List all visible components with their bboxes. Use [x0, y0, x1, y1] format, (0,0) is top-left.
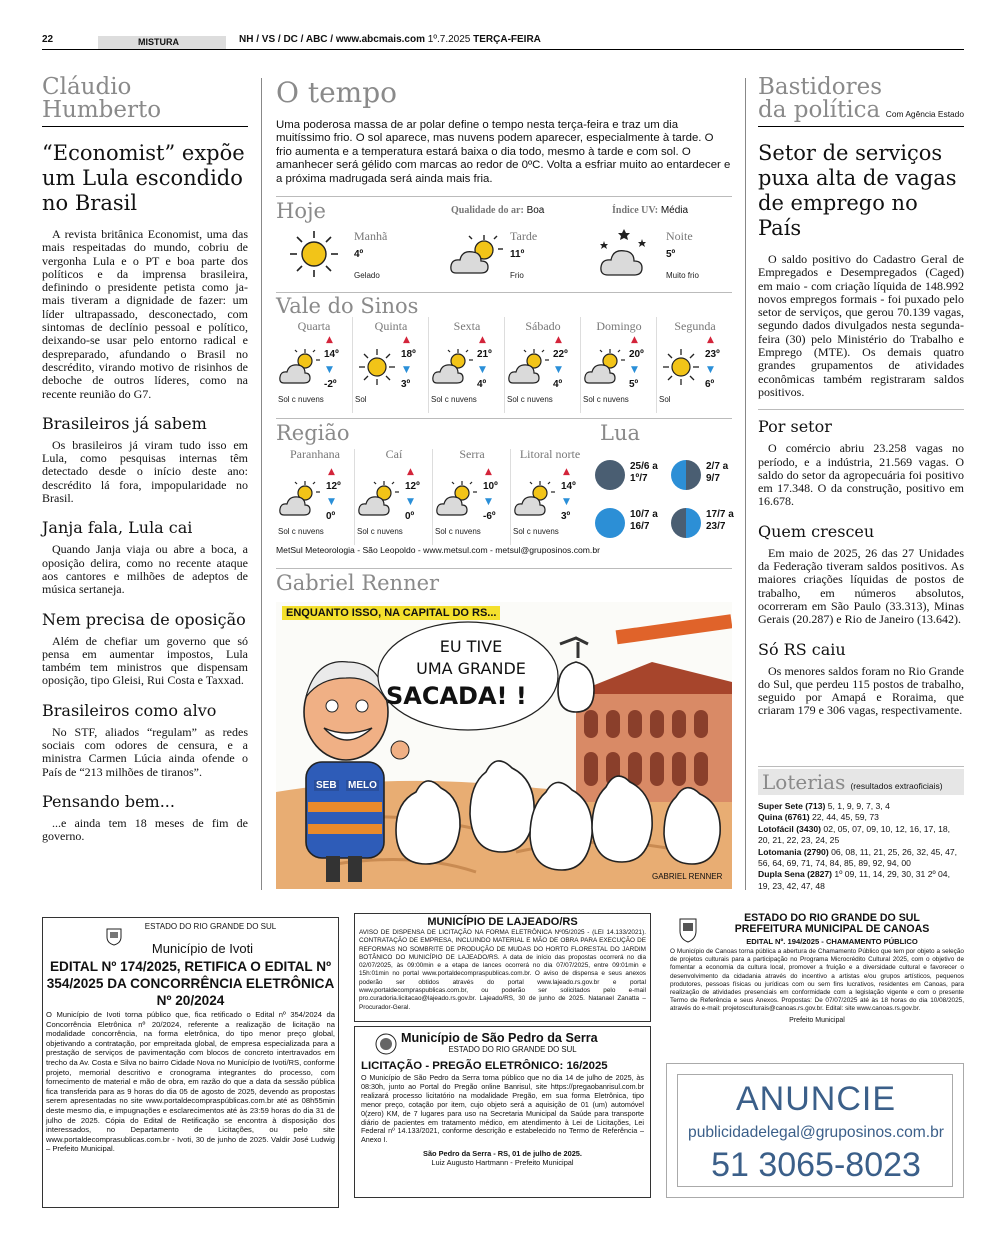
right-text-2: Em maio de 2025, 26 das 27 Unidades da Federação tiveram saldos positivos. As maiores criações líquidas de postos de trabalho, em números absolutos, ocorreram em São Paulo (33.313), Minas Gerais (20.287) e Rio de Janeiro (13.642). — [758, 545, 964, 627]
lottery-numbers: 06, 08, 11, 21, 25, 26, 32, 45, 47, 56, 64, 69, 71, 74, 84, 85, 89, 92, 94, 00 — [758, 846, 958, 869]
spserra-sign: Luiz Augusto Hartmann - Prefeito Municipal — [431, 1158, 574, 1168]
left-sub-4: Brasileiros como alvo — [42, 700, 217, 720]
forecast-day-cond: Sol c nuvens — [278, 395, 324, 404]
balloon-line-3: SACADA! ! — [386, 682, 527, 710]
lottery-subtitle: (resultados extraoficiais) — [850, 781, 943, 791]
left-text-3: Além de chefiar um governo que só pensa em aumentar impostos, Lula também tem ministros que dispensam oposição, tipo Gleisi, Rui Costa e Taxxad. — [42, 633, 248, 688]
section-title-2: da política — [758, 97, 881, 123]
partly-cloudy-icon — [448, 233, 506, 279]
period-night-cond: Muito frio — [666, 271, 699, 280]
arrow-down-icon: ▼ — [707, 365, 714, 375]
weather-credit: MetSul Meteorologia - São Leopoldo - www.metsul.com - metsul@gruposinos.com.br — [276, 545, 600, 555]
left-headline: “Economist” expõe um Lula escondido no Brasil — [42, 141, 245, 215]
coat-of-arms-icon — [105, 926, 123, 946]
vale-do-sinos-panel — [276, 292, 732, 414]
vest-text-1: SEB — [316, 780, 337, 791]
moon-label: Lua — [600, 421, 640, 445]
arrow-down-icon: ▼ — [328, 497, 335, 507]
arrow-up-icon: ▲ — [563, 467, 570, 477]
uv-index — [612, 205, 688, 216]
column-rule-left — [261, 78, 262, 890]
canoas-sign: Prefeito Municipal — [789, 1016, 845, 1024]
forecast-day-name: Quarta — [297, 319, 331, 333]
forecast-day-name: Domingo — [596, 319, 642, 333]
forecast-day-cond: Sol c nuvens — [583, 395, 629, 404]
agency-credit: Com Agência Estado — [885, 109, 964, 119]
lottery-row — [758, 824, 964, 847]
arrow-down-icon: ▼ — [407, 497, 414, 507]
region-cond: Sol c nuvens — [513, 527, 559, 536]
left-sub-2: Janja fala, Lula cai — [42, 518, 193, 538]
ivoti-city: Município de Ivoti — [151, 941, 254, 956]
arrow-down-icon: ▼ — [485, 497, 492, 507]
ad-canoas — [670, 913, 964, 1053]
forecast-days — [276, 317, 732, 413]
forecast-day-name: Sábado — [525, 319, 561, 333]
moon-icon — [594, 459, 626, 491]
forecast-day-max: 21º — [477, 349, 492, 360]
forecast-day-cond: Sol c nuvens — [507, 395, 553, 404]
region-name: Paranhana — [290, 447, 340, 461]
forecast-day-min: -2º — [324, 379, 337, 390]
arrow-down-icon: ▼ — [403, 365, 410, 375]
vest-text-2: MELO — [348, 780, 377, 791]
air-quality — [451, 205, 544, 216]
left-text-2: Quando Janja viaja ou abre a boca, a oposição delira, como no recente ataque aos cantores e milhões de adeptos de música sertaneja. — [42, 542, 248, 597]
region-2 — [432, 449, 510, 545]
period-morning-temp: 4º — [354, 249, 364, 260]
forecast-day-3 — [504, 317, 580, 413]
canoas-edital: EDITAL Nº. 194/2025 - CHAMAMENTO PÚBLICO — [746, 937, 918, 946]
cartoon-artist: Gabriel Renner — [276, 571, 440, 595]
period-afternoon-temp: 11º — [510, 249, 525, 260]
region-name: Caí — [385, 447, 403, 461]
ad-ivoti — [42, 917, 339, 1208]
moon-phases — [594, 455, 734, 545]
forecast-day-max: 23º — [705, 349, 720, 360]
forecast-day-min: 4º — [553, 379, 563, 390]
ivoti-title: EDITAL Nº 174/2025, RETIFICA O EDITAL Nº 354/2025 DA CONCORRÊNCIA ELETRÔNICA Nº 20/2024 — [46, 959, 335, 1008]
cartoon-image — [276, 602, 732, 889]
arrow-up-icon: ▲ — [403, 335, 410, 345]
sun-icon — [659, 347, 703, 391]
lajeado-title: MUNICÍPIO DE LAJEADO/RS — [427, 916, 578, 928]
lottery-name: Quina (6761) — [758, 812, 810, 823]
lottery-name: Super Sete (713) — [758, 801, 826, 811]
partly-cloudy-icon — [583, 347, 627, 391]
ad-lajeado — [354, 913, 651, 1022]
moon-phase-1 — [670, 455, 744, 495]
period-night-temp: 5º — [666, 249, 676, 260]
today-panel — [276, 196, 732, 292]
forecast-day-min: 6º — [705, 379, 715, 390]
partly-cloudy-icon — [278, 479, 322, 523]
ad-sao-pedro-da-serra — [354, 1026, 651, 1198]
lottery-numbers: 02, 05, 07, 09, 10, 12, 16, 17, 18, 20, 21, 22, 23, 24, 25 — [758, 823, 951, 846]
forecast-day-max: 22º — [553, 349, 568, 360]
left-lead: A revista britânica Economist, uma das mais respeitadas do mundo, cobriu de vergonha Lula e o PT e boa parte dos políticos e da imprensa brasileira, definindo o presidente petista como ja-mais tiveram a dignidade de fazer: um líder ultrapassado, desconectado, com sintomas de declínio pessoal e político, deixando-se usar pelo entorno radical e despreparado, afundando o Brasil no descrédito, virando motivo de risinhos de deboche de outros líderes, como na recente reunião do G7. — [42, 227, 248, 401]
lottery-row — [758, 847, 964, 870]
forecast-day-min: 4º — [477, 379, 487, 390]
forecast-day-max: 18º — [401, 349, 416, 360]
period-afternoon: Tarde — [510, 229, 538, 243]
cartoon-caption: ENQUANTO ISSO, NA CAPITAL DO RS... — [282, 606, 500, 620]
right-sub-2: Quem cresceu — [758, 521, 875, 541]
spserra-text: O Município de São Pedro da Serra torna público que no dia 14 de julho de 2025, às 08:30h, junto ao Portal do Pregão online Banrisul, site https://pregaobanrisul.com.br realizará processo licitatório na modalidade Pregão, em sua forma Eletrônica, tipo menor preço, cotação por item, cujo objeto será a aquisição de 01 (um) automóvel 0(zero) KM, de 7 lugares para uso na Secretaria Municipal da Saúde para transporte diário de pacientes em tratamento médico, em atendimento à Lei de Licitações, Lei Federal nº 14.133/2021, conforme descrição e estabelecido no Termo de Referência – Anexo I. — [361, 1073, 644, 1145]
partly-cloudy-icon — [357, 479, 401, 523]
forecast-day-name: Segunda — [674, 319, 716, 333]
moon-phase-2 — [594, 503, 668, 543]
partly-cloudy-icon — [278, 347, 322, 391]
ivoti-state: ESTADO DO RIO GRANDE DO SUL — [144, 922, 277, 931]
region-cond: Sol c nuvens — [278, 527, 324, 536]
moon-dates: 2/7 a 9/7 — [706, 461, 729, 484]
column-rule-right — [745, 78, 746, 890]
region-min: 0º — [326, 511, 336, 522]
right-headline: Setor de serviços puxa alta de vagas de emprego no País — [758, 141, 957, 240]
section-title-1: Bastidores — [758, 74, 882, 100]
left-sub-1: Brasileiros já sabem — [42, 413, 207, 433]
region-name: Serra — [459, 447, 485, 461]
right-sub-1: Por setor — [758, 417, 832, 437]
lottery-results — [758, 801, 964, 892]
sun-icon — [355, 347, 399, 391]
page-header — [42, 32, 964, 50]
arrow-up-icon: ▲ — [326, 335, 333, 345]
section-label: MISTURA — [98, 36, 226, 49]
region-min: -6º — [483, 511, 496, 522]
forecast-day-5 — [656, 317, 732, 413]
partly-cloudy-icon — [507, 347, 551, 391]
period-morning: Manhã — [354, 229, 388, 243]
municipal-seal-icon — [375, 1033, 397, 1055]
anuncie-phone[interactable]: 51 3065-8023 — [711, 1146, 921, 1184]
forecast-day-cond: Sol — [355, 395, 367, 404]
weekday: TERÇA-FEIRA — [473, 34, 541, 45]
balloon-line-1: EU TIVE — [439, 637, 503, 656]
forecast-day-2 — [428, 317, 504, 413]
arrow-up-icon: ▲ — [485, 467, 492, 477]
forecast-day-1 — [352, 317, 428, 413]
region-label: Região — [276, 421, 350, 445]
period-afternoon-cond: Frio — [510, 271, 524, 280]
region-max: 12º — [326, 481, 341, 492]
region-max: 14º — [561, 481, 576, 492]
region-forecasts — [276, 449, 588, 545]
forecast-day-min: 3º — [401, 379, 411, 390]
page-number: 22 — [42, 34, 54, 45]
moon-icon — [594, 507, 626, 539]
region-cond: Sol c nuvens — [357, 527, 403, 536]
lottery-numbers: 5, 1, 9, 9, 7, 3, 4 — [825, 801, 890, 811]
left-sub-3: Nem precisa de oposição — [42, 609, 246, 629]
balloon-line-2: UMA GRANDE — [416, 659, 526, 678]
forecast-day-max: 20º — [629, 349, 644, 360]
uv-value: Média — [660, 205, 689, 216]
canoas-text: O Município de Canoas torna pública a abertura de Chamamento Público que tem por objeto a seleção de projetos culturais para a participação no Programa Microcrédito Cultural 2025, com o objetivo de fomentar a economia da cultura local, promover a fruição e a diversidade cultural e favorecer o desenvolvimento da cidadania através do incentivo a artistas e/ou grupos artísticos, pequenos produtores, pessoas físicas ou jurídicas com ou sem fins lucrativos, residentes em Canoas, para realização de atividades presenciais em conformidade com a legislação vigente e com o presente Termo de Referência e seus Anexos. Propostas: De 07/07/2025 até às 18 horas do dia 10/08/2025, através do e-mail: projetosculturais@canoas.rs.gov.br. Edital: site www.canoas.rs.gov.br. — [670, 948, 964, 1013]
night-cloud-icon — [594, 227, 654, 279]
anuncie-email[interactable]: publicidadelegal@gruposinos.com.br — [688, 1124, 944, 1141]
lottery-name: Dupla Sena (2827) — [758, 869, 833, 880]
uv-label: Índice UV: — [612, 205, 659, 216]
region-min: 3º — [561, 511, 571, 522]
moon-icon — [670, 507, 702, 539]
forecast-day-max: 14º — [324, 349, 339, 360]
sun-icon — [284, 229, 344, 279]
arrow-down-icon: ▼ — [326, 365, 333, 375]
edition: NH / VS / DC / ABC / — [239, 34, 334, 45]
today-label: Hoje — [276, 199, 326, 223]
anuncie-title: ANUNCIE — [735, 1080, 897, 1118]
lajeado-text: AVISO DE DISPENSA DE LICITAÇÃO NA FORMA ELETRÔNICA Nº05/2025 - (LEI 14.133/2021). CONTRATAÇÃO DE EMPRESA, INCLUINDO MATERIAL E MÃO DE OBRA PARA EXECUÇÃO DE REFORMAS NO SOMBRITE DE PRODUÇÃO DE MUDAS DO HORTO FLORESTAL DO JARDIM BOTÂNICO DO MUNICÍPIO DE LAJEADO/RS. A data de início das propostas ocorrerá no dia 02/07/2025, às 09:00min e a etapa de lances ocorrerá no dia 07/07/2025, entre 09:01min e 15h:01min no portal www.portaldecompraspublicas.com.br. O aviso de dispensa e seus anexos poderão ser obtidos através do portal www.lajeado.rs.gov.br e portal www.portaldecompraspublicas.com.br, ou poderão ser solicitados pelo e-mail pro.curadoria.licitacao@lajeado.rs.gov.br. Lajeado/RS, 30 de junho de 2025. Natanael Zanatta – Procurador-Geral. — [359, 929, 646, 1011]
region-3 — [510, 449, 588, 545]
right-lead: O saldo positivo do Cadastro Geral de Empregados e Desempregados (Caged) em maio - com criação líquida de 148.992 novos empregos formais - foi puxado pelo setor de serviços, que gerou 70.139 vagas, segundo dados divulgados nesta segunda-feira (30) pelo Ministério do Trabalho e Emprego (MTE). Os demais quatro grandes grupamentos de atividades econômicas também registraram saldos positivos. — [758, 252, 964, 399]
moon-icon — [670, 459, 702, 491]
ivoti-text: O Município de Ivoti torna público que, fica retificado o Edital nº 354/2024 da Concorrência Eletrônica nº 20/2024, referente a realização de licitação na modalidade concorrência, na forma eletrônica, do tipo menor preço global, objetivando a contratação, por empreitada global, de empresa especializada para a prestação de serviços de pavimentação com blocos de concreto intertravados em trecho da Av. Costa e Silva no bairro Cidade Nova no Município de Ivoti/RS, conforme projeto, memorial descritivo e cronograma integrantes do processo, com fornecimento de material e mão de obra, em razão do que a data da sessão pública fica transferida para as 9 horas do dia 05 de agosto de 2025, devendo as propostas serem apresentadas no site www.portaldecompraspúblicas.com.br até as 08h55min deste mesmo dia, e impugnações e esclarecimentos até às 23:59 horas do dia 31 de julho de 2025. Cópia do Edital de Retificação se encontra à disposição dos interessados, no Departamento de Licitações, ou pelo site www.portaldecomprasublicas.com.br - Ivoti, 30 de junho de 2025. Valdir José Ludwig – Prefeito Municipal. — [46, 1010, 335, 1154]
weather-intro: Uma poderosa massa de ar polar define o tempo nesta terça-feira e traz um dia muitíssimo frio. O sol aparece, mas nuvens podem aparecer, especialmente à tarde. O frio aumenta e a temperatura estará baixa o dia todo, mesmo à tarde e com sol. O amanhecer será gélido com marcas ao redor de 0ºC. Volta a esfriar muito ao entardecer e a próxima madrugada será ainda mais fria. — [276, 119, 731, 185]
partly-cloudy-icon — [435, 479, 479, 523]
canoas-city: PREFEITURA MUNICIPAL DE CANOAS — [734, 923, 930, 935]
lottery-numbers: 1º 09, 11, 14, 29, 30, 31 2º 04, 19, 23, 42, 47, 48 — [758, 869, 950, 891]
region-max: 10º — [483, 481, 498, 492]
left-text-5: ...e ainda tem 18 meses de fim de governo. — [42, 815, 248, 844]
region-name: Litoral norte — [519, 447, 581, 461]
canoas-crest-icon — [678, 915, 698, 943]
arrow-down-icon: ▼ — [563, 497, 570, 507]
forecast-day-cond: Sol — [659, 395, 671, 404]
region-cond: Sol c nuvens — [435, 527, 481, 536]
moon-phase-0 — [594, 455, 668, 495]
canoas-state: ESTADO DO RIO GRANDE DO SUL — [744, 912, 920, 924]
arrow-down-icon: ▼ — [479, 365, 486, 375]
header-info — [239, 34, 541, 45]
arrow-up-icon: ▲ — [328, 467, 335, 477]
period-night: Noite — [666, 229, 693, 243]
left-text-4: No STF, aliados “regulam” as redes sociais com odores de censura, e a ministra Carmen Lúcia ainda ofende o País de “213 milhões de tiranos”. — [42, 724, 248, 779]
right-sub-3: Só RS caiu — [758, 639, 846, 659]
column-claudio-humberto — [42, 76, 248, 844]
right-text-3: Os menores saldos foram no Rio Grande do Sul, que perdeu 115 postos de trabalho, seguido por Amapá e Roraima, que criaram 179 e 306 vagas, respectivamente. — [758, 663, 964, 718]
site[interactable]: www.abcmais.com — [335, 34, 425, 45]
right-text-1: O comércio abriu 23.258 vagas no período, e a indústria, 21.569 vagas. O saldo do setor da agropecuária foi positivo em 17.348. O da construção, positivo em 16.678. — [758, 441, 964, 509]
lottery-title: Loterias — [762, 770, 846, 794]
spserra-city: Município de São Pedro da Serra — [401, 1031, 598, 1045]
lottery-row — [758, 869, 964, 892]
column-bastidores — [758, 76, 964, 718]
cartoon-section — [276, 568, 732, 595]
left-text-1: Os brasileiros já viram tudo isso em Lula, como pesquisas internas têm detectado desde o início deste ano: descrédito lá fora, impopularidade no Brasil. — [42, 437, 248, 506]
forecast-day-4 — [580, 317, 656, 413]
lottery-name: Lotomania (2790) — [758, 846, 829, 857]
forecast-day-name: Quinta — [374, 319, 408, 333]
ad-anuncie[interactable] — [666, 1063, 964, 1198]
spserra-title: LICITAÇÃO - PREGÃO ELETRÔNICO: 16/2025 — [361, 1060, 608, 1072]
partly-cloudy-icon — [431, 347, 475, 391]
partly-cloudy-icon — [513, 479, 557, 523]
lottery-box — [758, 766, 964, 892]
arrow-up-icon: ▲ — [479, 335, 486, 345]
moon-phase-3 — [670, 503, 744, 543]
spserra-date: São Pedro da Serra - RS, 01 de julho de 2025. — [423, 1149, 582, 1159]
lottery-row — [758, 801, 964, 812]
weather-title: O tempo — [276, 76, 398, 109]
cartoon-signature: GABRIEL RENNER — [652, 872, 723, 881]
forecast-day-0 — [276, 317, 352, 413]
period-morning-cond: Gelado — [354, 271, 380, 280]
region-1 — [354, 449, 432, 545]
arrow-down-icon: ▼ — [631, 365, 638, 375]
air-label: Qualidade do ar: — [451, 205, 524, 216]
lottery-row — [758, 812, 964, 823]
vale-label: Vale do Sinos — [276, 294, 419, 318]
forecast-day-min: 5º — [629, 379, 639, 390]
region-min: 0º — [405, 511, 415, 522]
speech-balloon — [416, 636, 526, 680]
moon-dates: 17/7 a 23/7 — [706, 509, 734, 532]
region-max: 12º — [405, 481, 420, 492]
moon-dates: 10/7 a 16/7 — [630, 509, 658, 532]
date: 1º.7.2025 — [427, 34, 471, 45]
lottery-numbers: 22, 44, 45, 59, 73 — [809, 812, 879, 823]
left-sub-5: Pensando bem... — [42, 791, 175, 811]
arrow-down-icon: ▼ — [555, 365, 562, 375]
arrow-up-icon: ▲ — [407, 467, 414, 477]
moon-dates: 25/6 a 1º/7 — [630, 461, 658, 484]
columnist-name: Cláudio Humberto — [42, 74, 162, 123]
lottery-name: Lotofácil (3430) — [758, 823, 822, 834]
spserra-state: ESTADO DO RIO GRANDE DO SUL — [448, 1045, 577, 1054]
weather-section — [276, 78, 732, 186]
arrow-up-icon: ▲ — [631, 335, 638, 345]
forecast-day-name: Sexta — [453, 319, 481, 333]
forecast-day-cond: Sol c nuvens — [431, 395, 477, 404]
arrow-up-icon: ▲ — [707, 335, 714, 345]
region-0 — [276, 449, 354, 545]
air-value: Boa — [526, 205, 545, 216]
arrow-up-icon: ▲ — [555, 335, 562, 345]
region-moon-panel — [276, 418, 732, 546]
